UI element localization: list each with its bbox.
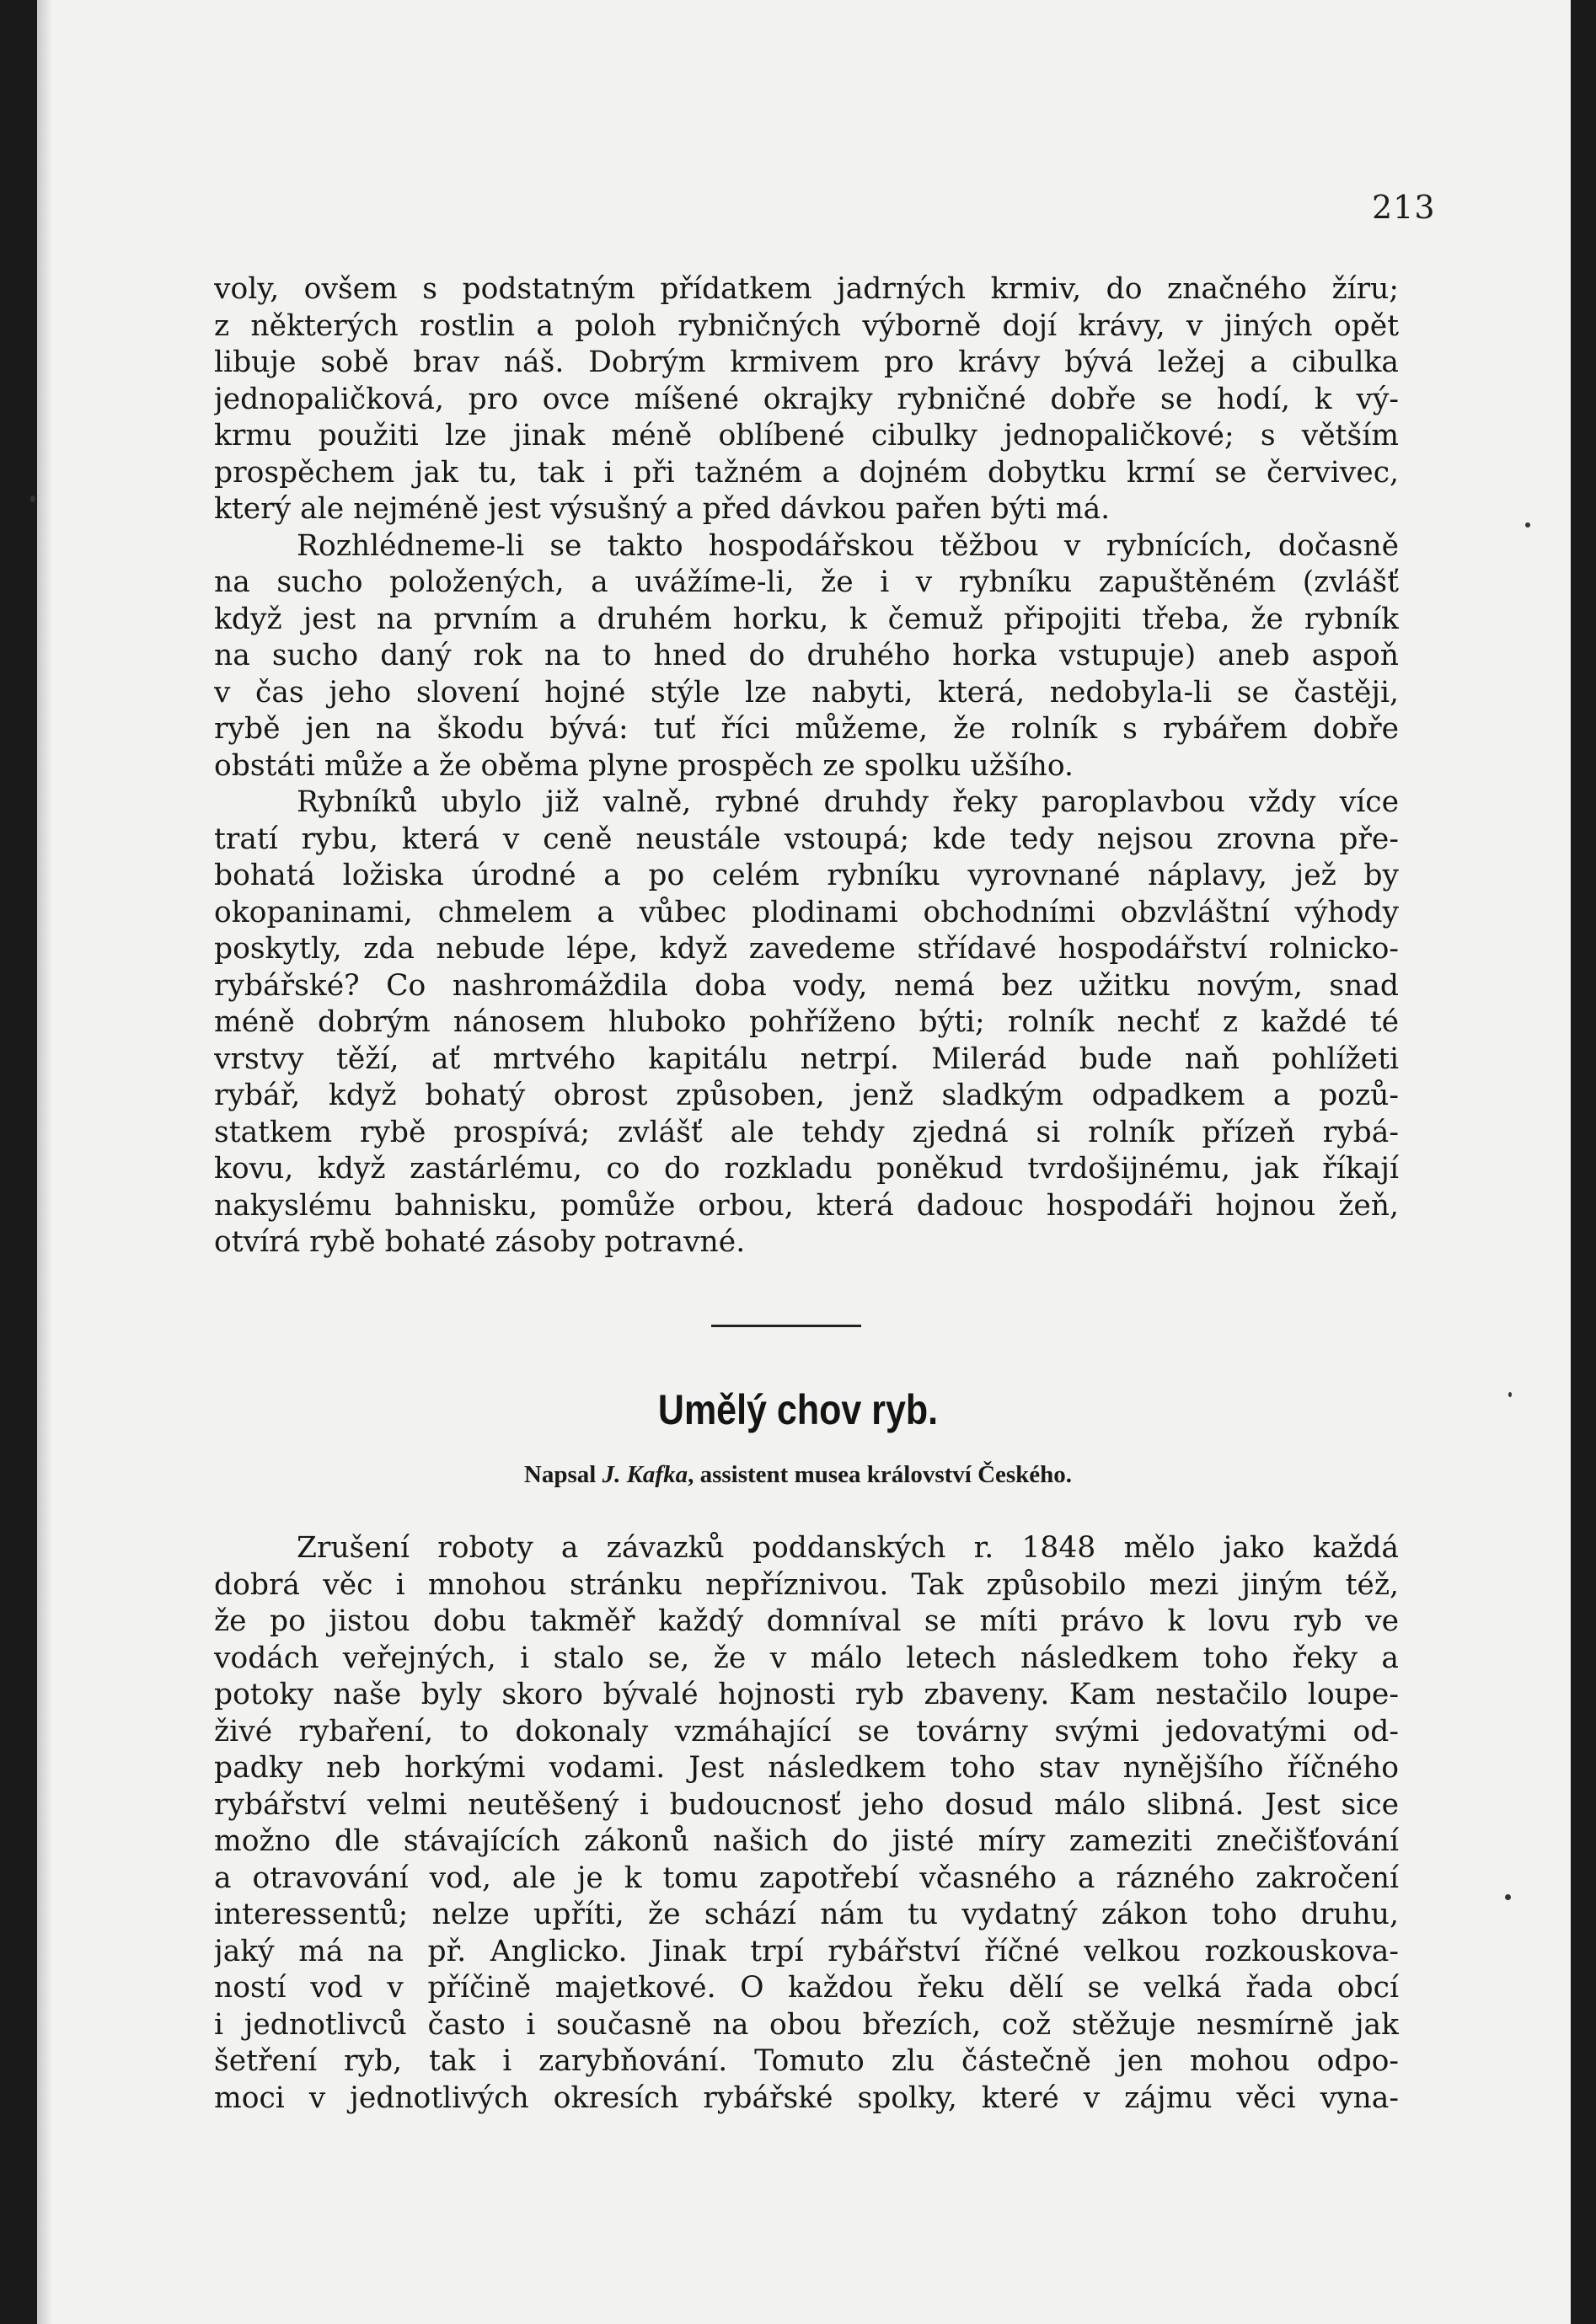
text-line: statkem rybě prospívá; zvlášť ale tehdy zjedná si rolník přízeň rybá-: [214, 1115, 1399, 1149]
text-line: ností vod v příčině majetkové. O každou řeku dělí se velká řada obcí: [214, 1971, 1399, 2005]
byline-author: J. Kafka: [602, 1461, 688, 1488]
text-line: padky neb horkými vodami. Jest následkem toho stav nynějšího říčného: [214, 1751, 1399, 1785]
scan-speck: [1505, 1894, 1511, 1900]
paragraph-start: Rozhlédneme-li se takto hospodářskou těžbou v rybnících, dočasně: [297, 528, 1399, 563]
scan-speck: [1508, 1392, 1512, 1397]
page-number: 213: [1372, 189, 1436, 226]
text-line: voly, ovšem s podstatným přídatkem jadrných krmiv, do značného žíru;: [214, 272, 1399, 306]
text-line: když jest na prvním a druhém horku, k čemuž připojiti třeba, že rybník: [214, 602, 1399, 636]
text-line: v čas jeho slovení hojné stýle lze nabyti, která, nedobyla-li se častěji,: [214, 675, 1399, 710]
text-line: i jednotlivců často i současně na obou březích, což stěžuje nesmírně jak: [214, 2007, 1399, 2042]
text-line: a otravování vod, ale je k tomu zapotřebí včasného a rázného zakročení: [214, 1861, 1399, 1895]
text-line: libuje sobě brav náš. Dobrým krmivem pro krávy bývá ležej a cibulka: [214, 345, 1399, 379]
section-one-text: [214, 271, 1399, 1261]
text-line: rybářství velmi neutěšený i budoucnosť jeho dosud málo slibná. Jest sice: [214, 1787, 1399, 1822]
text-line: tratí rybu, která v ceně neustále vstoupá; kde tedy nejsou zrovna pře-: [214, 822, 1399, 856]
text-line: že po jistou dobu takměř každý domníval se míti právo k lovu ryb ve: [214, 1604, 1399, 1638]
page-spine-shadow: [37, 0, 52, 2324]
text-line: moci v jednotlivých okresích rybářské spolky, které v zájmu věci vyna-: [214, 2080, 1399, 2115]
text-line: obstáti může a že oběma plyne prospěch ze spolku užšího.: [214, 748, 1074, 783]
text-line: nakyslému bahnisku, pomůže orbou, která dadouc hospodáři hojnou žeň,: [214, 1188, 1399, 1223]
article-byline: [0, 1461, 1596, 1489]
text-line: krmu použiti lze jinak méně oblíbené cibulky jednopaličkové; s větším: [214, 419, 1399, 452]
text-line: který ale nejméně jest výsušný a před dávkou pařen býti má.: [214, 492, 1111, 526]
byline-prefix: Napsal: [523, 1461, 603, 1488]
text-line: bohatá ložiska úrodné a po celém rybníku vyrovnané náplavy, jež by: [214, 859, 1399, 892]
text-line: možno dle stávajících zákonů našich do jisté míry zameziti znečišťování: [214, 1824, 1399, 1858]
text-line: jednopaličková, pro ovce míšené okrajky rybničné dobře se hodí, k vý-: [214, 382, 1399, 416]
article-title: Umělý chov ryb.: [657, 1386, 939, 1433]
text-line: na sucho daný rok na to hned do druhého horka vstupuje) aneb aspoň: [214, 639, 1399, 672]
text-line: okopaninami, chmelem a vůbec plodinami obchodními obzvláštní výhody: [214, 895, 1399, 929]
text-line: vodách veřejných, i stalo se, že v málo letech následkem toho řeky a: [214, 1641, 1399, 1675]
text-line: na sucho položených, a uvážíme-li, že i v rybníku zapuštěném (zvlášť: [214, 565, 1399, 599]
article-body: [214, 1530, 1399, 2117]
text-line: rybář, když bohatý obrost způsoben, jenž sladkým odpadkem a pozů-: [214, 1079, 1399, 1112]
text-line: otvírá rybě bohaté zásoby potravné.: [214, 1225, 746, 1259]
text-line: jaký má na př. Anglicko. Jinak trpí rybářství říčné velkou rozkouskova-: [214, 1934, 1399, 1968]
byline-suffix: , assistent musea království Českého.: [688, 1461, 1073, 1488]
paragraph-start: Zrušení roboty a závazků poddanských r. 1848 mělo jako každá: [297, 1531, 1399, 1565]
text-line: prospěchem jak tu, tak i při tažném a dojném dobytku krmí se červivec,: [214, 455, 1399, 490]
text-line: kovu, když zastárlému, co do rozkladu poněkud tvrdošijnému, jak říkají: [214, 1152, 1399, 1186]
text-line: vrstvy těží, ať mrtvého kapitálu netrpí. Milerád bude naň pohlížeti: [214, 1042, 1399, 1076]
text-line: živé rybaření, to dokonaly vzmáhající se továrny svými jedovatými od-: [214, 1714, 1399, 1748]
text-line: potoky naše byly skoro bývalé hojnosti ryb zbaveny. Kam nestačilo loupe-: [214, 1678, 1399, 1711]
text-line: rybářské? Co nashromáždila doba vody, nemá bez užitku novým, snad: [214, 968, 1399, 1003]
paragraph-start: Rybníků ubylo již valně, rybné druhdy řeky paroplavbou vždy více: [297, 785, 1399, 819]
text-line: poskytly, zda nebude lépe, když zavedeme střídavé hospodářství rolnicko-: [214, 932, 1399, 966]
text-line: méně dobrým nánosem hluboko pohříženo býti; rolník nechť z každé té: [214, 1005, 1399, 1039]
section-divider: [711, 1325, 861, 1327]
text-line: interessentů; nelze upříti, že schází nám tu vydatný zákon toho druhu,: [214, 1898, 1399, 1931]
text-line: z některých rostlin a poloh rybničných výborně dojí krávy, v jiných opět: [214, 308, 1399, 343]
scan-speck: [1525, 522, 1530, 527]
text-line: dobrá věc i mnohou stránku nepříznivou. Tak způsobilo mezi jiným též,: [214, 1567, 1399, 1602]
text-line: šetření ryb, tak i zarybňování. Tomuto zlu částečně jen mohou odpo-: [214, 2044, 1399, 2078]
text-line: rybě jen na škodu bývá: tuť říci můžeme, že rolník s rybářem dobře: [214, 712, 1399, 746]
scan-speck: [30, 495, 35, 502]
